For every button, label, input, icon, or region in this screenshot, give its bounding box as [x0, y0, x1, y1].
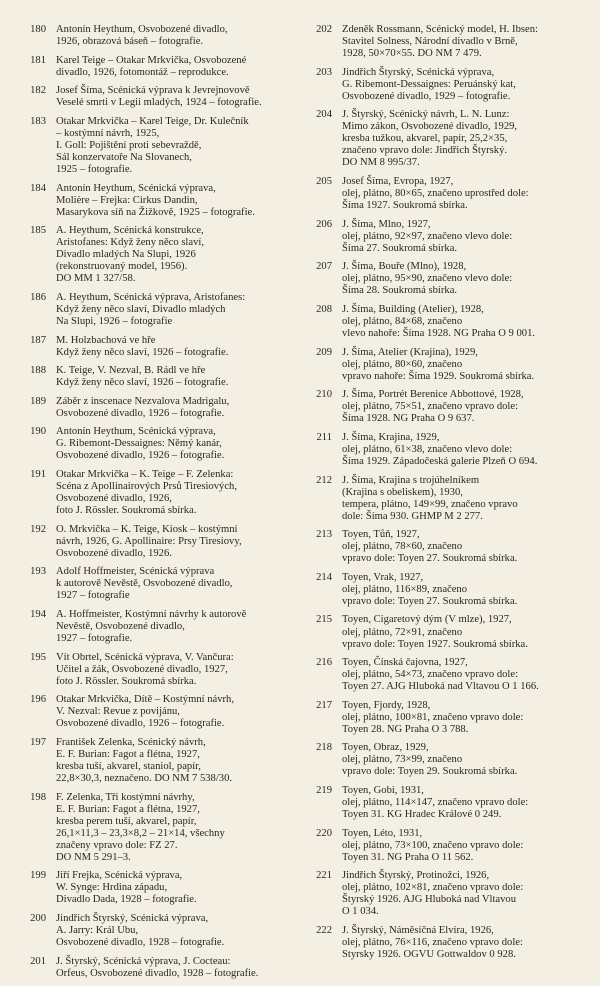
item-number: 204 — [316, 109, 332, 121]
item-caption: K. Teige, V. Nezval, B. Rádl ve hře Když ženy něco slaví, 1926 – fotografie. — [56, 365, 229, 389]
item-caption: Toyen, Obraz, 1929, olej, plátno, 73×99, značeno vpravo dole: Toyen 29. Soukromá sbírka. — [342, 742, 518, 778]
list-item — [20, 365, 282, 389]
item-number: 203 — [316, 66, 332, 78]
item-number: 181 — [30, 54, 46, 66]
item-number: 187 — [30, 334, 46, 346]
list-item — [20, 694, 282, 730]
list-item — [306, 828, 588, 864]
item-number: 195 — [30, 651, 46, 663]
list-item — [306, 219, 588, 255]
item-number: 198 — [30, 791, 46, 803]
item-number: 221 — [316, 870, 332, 882]
item-number: 209 — [316, 346, 332, 358]
list-item — [306, 389, 588, 425]
item-number: 182 — [30, 85, 46, 97]
item-caption: O. Mrkvička – K. Teige, Kiosk – kostýmní návrh, 1926, G. Apollinaire: Prsy Tiresiovy, Osvobozené divadlo, 1926. — [56, 523, 242, 559]
list-item — [306, 925, 588, 961]
list-item — [20, 870, 282, 906]
left-column — [20, 24, 282, 986]
item-caption: F. Zelenka, Tři kostýmní návrhy, E. F. Burian: Fagot a flétna, 1927, kresba perem tuší, akvarel, papír, 26,1×11,3 – 23,3×8,2 – 21×14, všechny značeny vpravo dole: FZ 27. DO NM 5 291–3. — [56, 791, 225, 863]
item-number: 192 — [30, 523, 46, 535]
item-caption: Toyen, Vrak, 1927, olej, plátno, 116×89, značeno vpravo dole: Toyen 27. Soukromá sbírka. — [342, 571, 518, 607]
item-caption: Jiří Frejka, Scénická výprava, W. Synge: Hrdina západu, Divadlo Dada, 1928 – fotografie. — [56, 870, 197, 906]
list-item — [306, 700, 588, 736]
item-caption: Jindřich Štyrský, Scénická výprava, G. Ribemont-Dessaignes: Peruánský kat, Osvobozené divadlo, 1929 – fotografie. — [342, 66, 516, 102]
item-number: 196 — [30, 694, 46, 706]
item-number: 180 — [30, 24, 46, 35]
item-number: 201 — [30, 955, 46, 967]
item-number: 218 — [316, 742, 332, 754]
list-item — [306, 742, 588, 778]
item-caption: A. Hoffmeister, Kostýmní návrhy k autorově Nevěstě, Osvobozené divadlo, 1927 – fotografie. — [56, 608, 247, 645]
item-caption: Záběr z inscenace Nezvalova Madrigalu, Osvobozené divadlo, 1926 – fotografie. — [56, 395, 230, 419]
item-number: 190 — [30, 426, 46, 438]
item-caption: J. Štyrský, Náměsíčná Elvíra, 1926, olej, plátno, 76×116, značeno vpravo dole: Styrsky 1926. OGVU Gottwaldov 0 928. — [342, 925, 523, 961]
item-caption: Toyen, Cigaretový dým (V mlze), 1927, olej, plátno, 72×91, značeno vpravo dole: Toyen 1927. Soukromá sbírka. — [342, 614, 528, 650]
list-item — [20, 469, 282, 517]
item-caption: Zdeněk Rossmann, Scénický model, H. Ibsen: Stavitel Solness, Národní divadlo v Brně, 1928, 50×70×55. DO NM 7 479. — [342, 24, 538, 60]
item-caption: M. Holzbachová ve hře Když ženy něco slaví, 1926 – fotografie. — [56, 334, 229, 358]
item-number: 219 — [316, 785, 332, 797]
item-number: 197 — [30, 736, 46, 748]
item-caption: A. Heythum, Scénická konstrukce, Aristofanes: Když ženy něco slaví, Divadlo mladých Na Slupi, 1926 (rekonstruovaný model, 1956). DO MM 1 327/58. — [56, 225, 204, 285]
list-item — [20, 292, 282, 328]
item-number: 205 — [316, 176, 332, 188]
item-caption: Vít Obrtel, Scénická výprava, V. Vančura: Učitel a žák, Osvobozené divadlo, 1927, foto J. Rössler. Soukromá sbírka. — [56, 651, 234, 687]
list-item — [306, 572, 588, 608]
list-item — [20, 609, 282, 645]
list-item — [20, 737, 282, 785]
item-number: 200 — [30, 912, 46, 924]
list-item — [306, 261, 588, 297]
item-caption: J. Šíma, Bouře (Mlno), 1928, olej, plátno, 95×90, značeno vlevo dole: Šíma 28. Soukromá sbírka. — [342, 261, 513, 297]
list-item — [20, 426, 282, 462]
item-caption: J. Šíma, Krajina, 1929, olej, plátno, 61×38, značeno vlevo dole: Šíma 1929. Západočeská galerie Plzeň O 694. — [342, 431, 538, 467]
list-item — [306, 24, 588, 60]
list-item — [306, 432, 588, 468]
item-caption: Josef Šíma, Evropa, 1927, olej, plátno, 80×65, značeno uprostřed dole: Šíma 1927. Soukromá sbírka. — [342, 176, 529, 212]
item-number: 202 — [316, 24, 332, 35]
list-item — [20, 566, 282, 602]
list-item — [306, 614, 588, 650]
item-number: 185 — [30, 225, 46, 237]
item-caption: Toyen, Léto, 1931, olej, plátno, 73×100, značeno vpravo dole: Toyen 31. NG Praha O 11 562. — [342, 827, 524, 863]
item-caption: Jindřich Štyrský, Scénická výprava, A. Jarry: Král Ubu, Osvobozené divadlo, 1928 – fotografie. — [56, 912, 225, 949]
list-item — [20, 396, 282, 420]
item-number: 183 — [30, 115, 46, 127]
list-item — [20, 956, 282, 980]
item-caption: J. Šíma, Portrét Berenice Abbottové, 1928, olej, plátno, 75×51, značeno vpravo dole: Šíma 1928. NG Praha O 9 637. — [342, 389, 524, 425]
item-caption: František Zelenka, Scénický návrh, E. F. Burian: Fagot a flétna, 1927, kresba tuší, akvarel, staniol, papír, 22,8×30,3, neznačeno. DO NM 7 538/30. — [56, 736, 233, 784]
item-number: 194 — [30, 608, 46, 620]
item-caption: Toyen, Gobi, 1931, olej, plátno, 114×147, značeno vpravo dole: Toyen 31. KG Hradec Králové 0 249. — [342, 785, 529, 821]
item-number: 193 — [30, 566, 46, 578]
list-item — [20, 792, 282, 864]
item-caption: Josef Šíma, Scénická výprava k Jevrejnovově Veselé smrti v Legii mladých, 1924 – fotografie. — [56, 85, 262, 109]
item-number: 211 — [316, 431, 332, 443]
item-caption: Antonín Heythum, Scénická výprava, G. Ribemont-Dessaignes: Němý kanár, Osvobozené divadlo, 1926 – fotografie. — [56, 426, 225, 462]
list-item — [20, 116, 282, 176]
item-caption: J. Šíma, Building (Atelier), 1928, olej, plátno, 84×68, značeno vlevo nahoře: Šíma 1928. NG Praha O 9 001. — [342, 303, 536, 340]
item-caption: Otakar Mrkvička, Dítě – Kostýmní návrh, V. Nezval: Revue z povijánu, Osvobozené divadlo, 1926 – fotografie. — [56, 694, 234, 730]
item-number: 199 — [30, 870, 46, 882]
item-number: 213 — [316, 529, 332, 541]
list-item — [20, 652, 282, 688]
right-column — [306, 24, 588, 968]
item-caption: Karel Teige – Otakar Mrkvička, Osvobozené divadlo, 1926, fotomontáž – reprodukce. — [56, 54, 247, 78]
list-item — [20, 335, 282, 359]
item-number: 215 — [316, 614, 332, 626]
item-number: 214 — [316, 571, 332, 583]
item-caption: Jindřich Štyrský, Protinožci, 1926, olej, plátno, 102×81, značeno vpravo dole: Štyrský 1926. AJG Hluboká nad Vltavou O 1 034. — [342, 870, 524, 918]
item-number: 188 — [30, 365, 46, 377]
item-number: 210 — [316, 389, 332, 401]
list-item — [20, 55, 282, 79]
list-item — [306, 304, 588, 340]
item-number: 191 — [30, 468, 46, 480]
item-caption: Antonín Heythum, Osvobozené divadlo, 1926, obrazová báseň – fotografie. — [56, 24, 228, 48]
list-item — [306, 475, 588, 523]
item-number: 222 — [316, 925, 332, 936]
item-caption: J. Štyrský, Scénický návrh, L. N. Lunz: Mimo zákon, Osvobozené divadlo, 1929, kresba tužkou, akvarel, papír, 25,2×35, značeno vpravo dole: Jindřich Štyrský. DO NM 8 995/37. — [342, 109, 518, 169]
item-caption: Toyen, Tůň, 1927, olej, plátno, 78×60, značeno vpravo dole: Toyen 27. Soukromá sbírka. — [342, 529, 518, 565]
list-item — [20, 24, 282, 48]
item-number: 186 — [30, 291, 46, 303]
list-item — [20, 183, 282, 219]
list-item — [306, 529, 588, 565]
list-item — [20, 225, 282, 285]
list-item — [306, 347, 588, 383]
list-item — [20, 913, 282, 949]
list-item — [20, 524, 282, 560]
item-number: 207 — [316, 261, 332, 273]
list-item — [306, 67, 588, 103]
item-number: 206 — [316, 218, 332, 230]
item-caption: Otakar Mrkvička – Karel Teige, Dr. Kulečník – kostýmní návrh, 1925, I. Goll: Pojištění proti sebevraždě, Sál konzervatoře Na Slovanech, 1925 – fotografie. — [56, 115, 249, 175]
item-number: 184 — [30, 182, 46, 194]
item-number: 217 — [316, 699, 332, 711]
item-number: 208 — [316, 303, 332, 315]
item-caption: Otakar Mrkvička – K. Teige – F. Zelenka: Scéna z Apollinairových Prsů Tiresiových, Osvobozené divadlo, 1926, foto J. Rössler. Soukromá sbírka. — [56, 468, 237, 517]
list-item — [306, 657, 588, 693]
item-number: 189 — [30, 395, 46, 407]
item-number: 220 — [316, 827, 332, 839]
item-caption: Toyen, Čínská čajovna, 1927, olej, plátno, 54×73, značeno vpravo dole: Toyen 27. AJG Hluboká nad Vltavou O 1 166. — [342, 657, 539, 693]
item-number: 212 — [316, 474, 332, 486]
item-number: 216 — [316, 657, 332, 669]
item-caption: Antonín Heythum, Scénická výprava, Molière – Frejka: Cirkus Dandin, Masarykova síň na Žižkově, 1925 – fotografie. — [56, 182, 255, 218]
list-item — [20, 85, 282, 109]
item-caption: J. Šíma, Atelier (Krajina), 1929, olej, plátno, 80×60, značeno vpravo nahoře: Šíma 1929. Soukromá sbírka. — [342, 346, 535, 382]
list-item — [306, 870, 588, 918]
item-caption: A. Heythum, Scénická výprava, Aristofanes: Když ženy něco slaví, Divadlo mladých Na Slupi, 1926 – fotografie — [56, 291, 246, 327]
item-caption: J. Štyrský, Scénická výprava, J. Cocteau: Orfeus, Osvobozené divadlo, 1928 – fotografie. — [56, 955, 259, 979]
item-caption: Toyen, Fjordy, 1928, olej, plátno, 100×81, značeno vpravo dole: Toyen 28. NG Praha O 3 788. — [342, 699, 524, 735]
item-caption: Adolf Hoffmeister, Scénická výprava k autorově Nevěstě, Osvobozené divadlo, 1927 – fotografie — [56, 566, 233, 602]
item-caption: J. Šíma, Krajina s trojúhelníkem (Krajina s obeliskem), 1930, tempera, plátno, 149×99, značeno vpravo dole: Šíma 930. GHMP M 2 277. — [342, 474, 518, 522]
list-item — [306, 176, 588, 212]
list-item — [306, 785, 588, 821]
item-caption: J. Šíma, Mlno, 1927, olej, plátno, 92×97, značeno vlevo dole: Šíma 27. Soukromá sbírka. — [342, 218, 513, 254]
list-item — [306, 109, 588, 169]
